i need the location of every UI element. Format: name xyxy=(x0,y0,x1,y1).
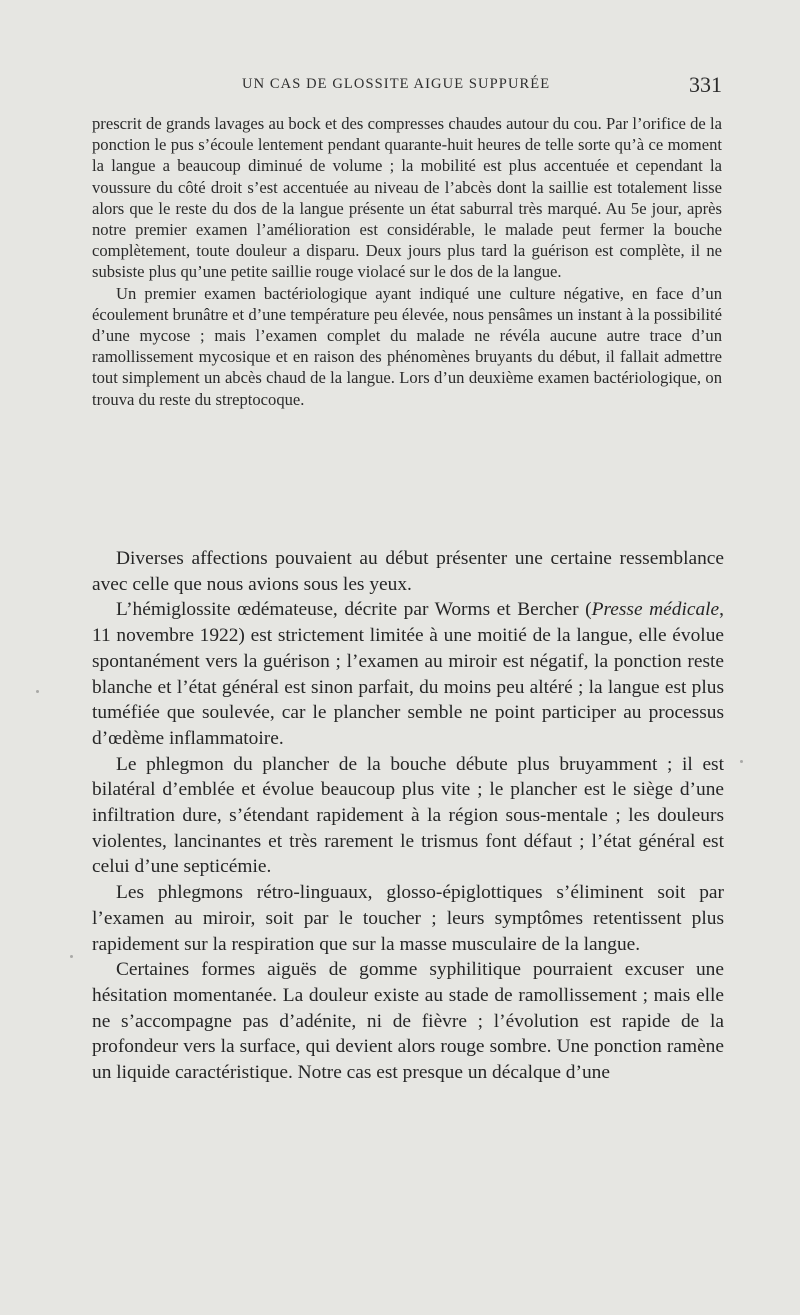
paragraph-small-1: prescrit de grands lavages au bock et des compresses chaudes autour du cou. Par l’orifice de la ponction le pus s’écoule lentement pendant quarante-huit heures de telle sorte qu’à ce moment la langue a beaucoup diminué de volume ; la mobilité est plus accentuée et cependant la voussure du côté droit s’est accentuée au niveau de l’abcès dont la saillie est totalement lisse alors que le reste du dos de la langue présente un état saburral très marqué. Au 5e jour, après notre premier examen l’amélioration est considérable, le malade peut fermer la bouche complètement, toute douleur a disparu. Deux jours plus tard la guérison est complète, il ne subsiste plus qu’une petite saillie rouge violacé sur le dos de la langue. xyxy=(92,114,722,282)
paper-speck xyxy=(740,760,743,763)
paragraph-5: Certaines formes aiguës de gomme syphilitique pourraient excuser une hésitation momentanée. La douleur existe au stade de ramollissement ; mais elle ne s’accompagne pas d’adénite, ni de fièvre ; l’évolution est rapide de la profondeur vers la surface, qui devient alors rouge sombre. Une ponction ramène un liquide caractéristique. Notre cas est presque un décalque d’une xyxy=(92,959,724,1084)
paper-speck xyxy=(36,690,39,693)
main-text-section xyxy=(92,546,724,1086)
paper-speck xyxy=(70,955,73,958)
paragraph-small-2: Un premier examen bactériologique ayant indiqué une culture négative, en face d’un écoulement brunâtre et d’une température peu élevée, nous pensâmes un instant à la possibilité d’une mycose ; mais l’examen complet du malade ne révéla aucune autre trace d’un ramollissement mycosique et en raison des phénomènes bruyants du début, il fallait admettre tout simplement un abcès chaud de la langue. Lors d’un deuxième examen bactériologique, on trouva du reste du streptocoque. xyxy=(92,283,722,409)
small-type-section xyxy=(92,113,722,410)
paragraph-1: Diverses affections pouvaient au début présenter une certaine ressemblance avec celle que nous avions sous les yeux. xyxy=(92,548,724,595)
journal-title: Presse médicale xyxy=(591,599,720,621)
paragraph-2-end: , 11 novembre 1922) est strictement limitée à une moitié de la langue, elle évolue spontanément vers la guérison ; l’examen au miroir est négatif, la ponction reste blanche et l’état général est sinon parfait, du moins peu altéré ; la langue est plus tuméfiée que soulevée, car le plancher semble ne point participer au processus d’œdème inflammatoire. xyxy=(92,599,724,749)
running-header xyxy=(92,72,722,98)
paragraph-4: Les phlegmons rétro-linguaux, glosso-épiglottiques s’éliminent soit par l’examen au miroir, soit par le toucher ; leurs symptômes retentissent plus rapidement sur la respiration que sur la masse musculaire de la langue. xyxy=(92,882,724,955)
paragraph-2-start: L’hémiglossite œdémateuse, décrite par Worms et Bercher ( xyxy=(116,599,592,621)
running-title: UN CAS DE GLOSSITE AIGUE SUPPURÉE xyxy=(242,76,551,92)
page-number: 331 xyxy=(689,72,722,97)
paragraph-2 xyxy=(92,597,724,751)
paragraph-3: Le phlegmon du plancher de la bouche débute plus bruyamment ; il est bilatéral d’emblée et évolue beaucoup plus vite ; le plancher est le siège d’une infiltration dure, s’étendant rapidement à la région sous-mentale ; les douleurs violentes, lancinantes et très rarement le trismus font défaut ; l’état général est celui d’une septicémie. xyxy=(92,753,724,878)
